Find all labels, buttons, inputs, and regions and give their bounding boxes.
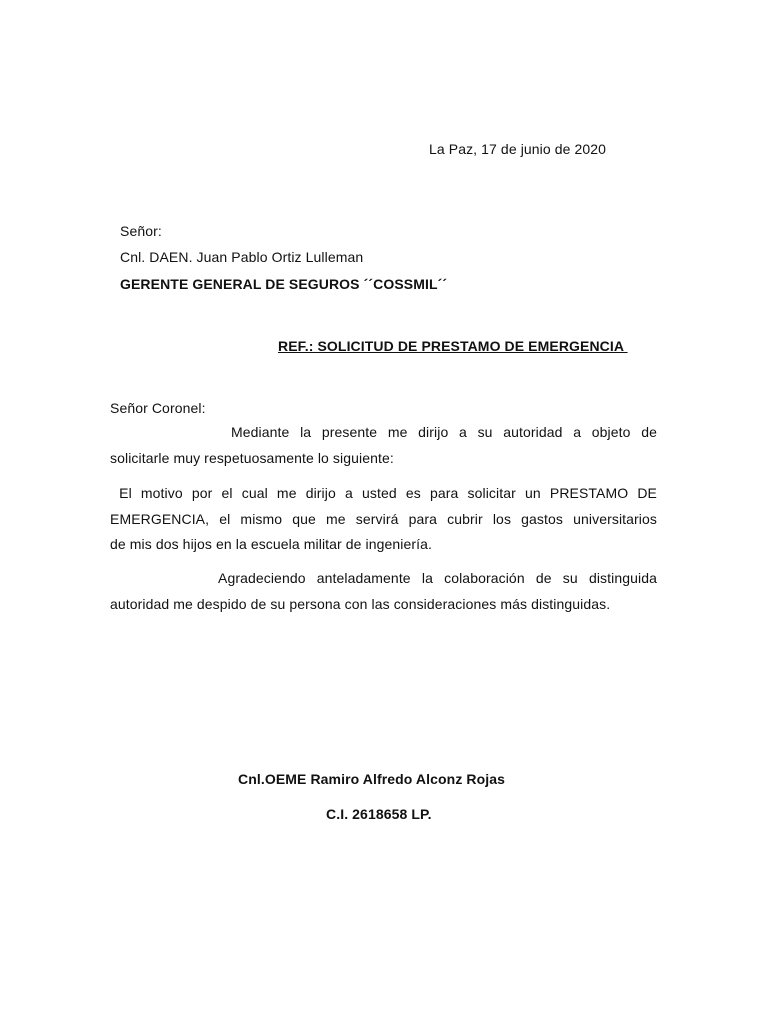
paragraph-1-line-2: solicitarle muy respetuosamente lo siguiente: [110,449,394,466]
salutation-prefix: Señor: [120,223,162,239]
paragraph-2-line-3: de mis dos hijos en la escuela militar de ingeniería. [110,536,433,552]
signature-name: Cnl.OEME Ramiro Alfredo Alconz Rojas [238,771,506,787]
greeting: Señor Coronel: [110,400,206,416]
paragraph-2 [110,481,657,558]
paragraph-2-line-2: EMERGENCIA, el mismo que me servirá para cubrir los gastos universitarios [110,510,657,527]
paragraph-1-line-1: Mediante la presente me dirijo a su autoridad a objeto de [231,424,657,440]
paragraph-2-line-1: El motivo por el cual me dirijo a usted es para solicitar un PRESTAMO DE [110,485,657,501]
letter-date: La Paz, 17 de junio de 2020 [429,141,607,157]
recipient-title: GERENTE GENERAL DE SEGUROS ´´COSSMIL´´ [120,276,448,292]
paragraph-1 [110,420,657,471]
paragraph-3 [110,566,657,617]
reference-line: REF.: SOLICITUD DE PRESTAMO DE EMERGENCIA [278,338,628,354]
recipient-name: Cnl. DAEN. Juan Pablo Ortiz Lulleman [120,249,364,265]
paragraph-3-line-2: autoridad me despido de su persona con las consideraciones más distinguidas. [110,595,611,612]
paragraph-3-line-1: Agradeciendo anteladamente la colaboración de su distinguida [218,570,657,586]
signature-id: C.I. 2618658 LP. [326,806,432,822]
